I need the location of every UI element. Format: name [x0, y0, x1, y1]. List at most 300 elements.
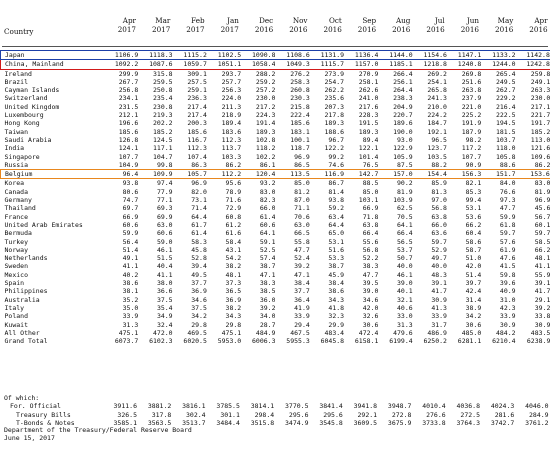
holding-value-cell: 104.7 [153, 152, 173, 161]
holding-value-cell: 105.7 [173, 170, 207, 179]
holding-value-cell: 31.7 [431, 320, 447, 329]
holding-value-cell: 90.9 [465, 160, 482, 169]
holding-value-cell: 97.4 [156, 179, 173, 188]
holding-value-cell: 124.1 [118, 144, 139, 153]
holding-value-cell: 74.7 [122, 196, 139, 205]
of-which-value: 3585.1 [113, 418, 137, 427]
holding-value-cell: 256.8 [118, 86, 139, 95]
of-which-value: 326.5 [117, 410, 137, 419]
holding-value-cell: 100.1 [290, 135, 310, 144]
holding-value-cell: 236.3 [187, 94, 207, 103]
of-which-value: 3545.8 [319, 418, 343, 427]
header-rule [2, 46, 548, 47]
holding-value-cell: 54.2 [225, 254, 242, 263]
holding-value-cell: 105.8 [495, 152, 516, 161]
holding-value-cell: 55.6 [362, 237, 379, 246]
holding-value-cell: 142.7 [344, 170, 378, 179]
year-label: 2016 [460, 25, 479, 34]
holding-value-cell: 47.7 [362, 270, 379, 279]
country-name: Bermuda [4, 229, 32, 238]
holding-value-cell: 82.3 [259, 196, 276, 205]
holding-value-cell: 55.9 [534, 270, 550, 279]
holding-value-cell: 1142.8 [516, 51, 550, 60]
holding-value-cell: 200.3 [187, 119, 207, 128]
of-which-value: 4010.4 [422, 402, 446, 411]
holding-value-cell: 299.9 [118, 69, 139, 78]
holding-value-cell: 33.9 [431, 312, 447, 321]
holding-value-cell: 258.3 [290, 77, 310, 86]
table-row [1, 60, 550, 69]
holding-value-cell: 66.5 [294, 229, 310, 238]
holding-value-cell: 61.4 [191, 229, 207, 238]
holding-value-cell: 66.9 [122, 212, 139, 221]
holding-value-cell: 49.1 [122, 254, 139, 263]
holding-value-cell: 250.8 [153, 86, 173, 95]
country-name: Australia [4, 295, 40, 304]
holding-value-cell: 228.3 [358, 111, 379, 120]
holding-value-cell: 217.4 [187, 102, 207, 111]
holding-value-cell: 122.9 [393, 144, 413, 153]
month-label: Apr [122, 16, 136, 25]
holding-value-cell: 80.6 [122, 187, 139, 196]
holding-value-cell: 47.7 [499, 204, 516, 213]
holding-value-cell: 1115.7 [310, 60, 344, 69]
holding-value-cell: 95.6 [225, 179, 242, 188]
holding-value-cell: 87.5 [397, 160, 413, 169]
holding-value-cell: 1087.6 [138, 60, 172, 69]
holding-value-cell: 230.0 [530, 94, 550, 103]
holding-value-cell: 222.5 [495, 111, 516, 120]
of-which-value: 3474.9 [285, 418, 309, 427]
holding-value-cell: 45.9 [328, 270, 345, 279]
holding-value-cell: 6006.3 [252, 337, 276, 346]
holding-value-cell: 34.6 [362, 295, 379, 304]
holding-value-cell: 1092.2 [104, 60, 138, 69]
table-row [1, 279, 550, 287]
of-which-value: 3609.5 [353, 418, 378, 427]
holding-value-cell: 38.5 [259, 287, 276, 296]
holding-value-cell: 58.6 [465, 237, 482, 246]
holding-value-cell: 29.4 [294, 320, 310, 329]
holding-value-cell: 71.4 [191, 204, 207, 213]
holding-value-cell: 6210.4 [492, 337, 516, 346]
holding-value-cell: 61.9 [499, 245, 516, 254]
holding-value-cell: 1218.8 [413, 60, 447, 69]
of-which-row [4, 411, 550, 419]
holding-value-cell: 42.3 [499, 303, 516, 312]
holding-value-cell: 220.7 [393, 111, 413, 120]
of-which-value: 3814.1 [250, 402, 275, 411]
holding-value-cell: 260.8 [290, 86, 310, 95]
holding-value-cell: 38.6 [122, 279, 139, 288]
source-note [4, 426, 192, 443]
holding-value-cell: 34.2 [191, 312, 207, 321]
holding-value-cell: 87.0 [294, 196, 310, 205]
holding-value-cell: 467.5 [290, 328, 310, 337]
holding-value-cell: 96.5 [431, 135, 447, 144]
holding-value-cell: 38.6 [328, 287, 345, 296]
holding-value-cell: 46.1 [397, 270, 413, 279]
of-which-value: 272.8 [391, 410, 412, 419]
holding-value-cell: 83.0 [534, 179, 550, 188]
holding-value-cell: 225.2 [461, 111, 482, 120]
holding-value-cell: 63.6 [431, 229, 447, 238]
holding-value-cell: 475.1 [118, 328, 139, 337]
of-which-value: 3675.9 [387, 418, 412, 427]
of-which-value: 3948.7 [387, 402, 412, 411]
of-which-label: For. Official [10, 402, 61, 411]
holding-value-cell: 51.4 [465, 270, 482, 279]
holding-value-cell: 48.3 [431, 270, 447, 279]
of-which-value: 295.6 [323, 410, 343, 419]
holding-value-cell: 99.8 [156, 160, 173, 169]
holding-value-cell: 262.6 [358, 86, 379, 95]
holding-value-cell: 189.4 [221, 119, 242, 128]
holding-value-cell: 29.8 [225, 320, 242, 329]
source-department: Department of the Treasury/Federal Reserve Board [4, 426, 192, 434]
holding-value-cell: 116.9 [310, 170, 344, 179]
holding-value-cell: 61.6 [225, 229, 242, 238]
holding-value-cell: 81.3 [431, 187, 447, 196]
of-which-value: 298.4 [254, 410, 275, 419]
table-row [1, 111, 550, 119]
holding-value-cell: 31.4 [465, 295, 482, 304]
holding-value-cell: 37.3 [225, 279, 242, 288]
holding-value-cell: 76.5 [362, 160, 379, 169]
holding-value-cell: 224.2 [427, 111, 447, 120]
country-name: Germany [4, 196, 32, 205]
holding-value-cell: 88.2 [431, 160, 447, 169]
holding-value-cell: 183.6 [221, 127, 242, 136]
holding-value-cell: 483.4 [324, 328, 345, 337]
holding-value-cell: 221.0 [461, 102, 482, 111]
holding-value-cell: 51.0 [465, 254, 482, 263]
holding-value-cell: 230.0 [255, 94, 276, 103]
holding-value-cell: 126.8 [118, 135, 139, 144]
holding-value-cell: 59.0 [156, 237, 173, 246]
table-row [1, 170, 550, 179]
holding-value-cell: 52.9 [431, 245, 447, 254]
holding-value-cell: 52.5 [259, 245, 276, 254]
country-name: All Other [4, 328, 40, 337]
holding-value-cell: 53.6 [465, 212, 482, 221]
holding-value-cell: 235.6 [324, 94, 345, 103]
holding-value-cell: 60.6 [156, 229, 173, 238]
table-row [1, 262, 550, 270]
of-which-value: 3733.8 [422, 418, 446, 427]
holding-value-cell: 1051.1 [207, 60, 241, 69]
holding-value-cell: 122.2 [324, 144, 345, 153]
holding-value-cell: 51.5 [156, 254, 173, 263]
holding-value-cell: 204.9 [393, 102, 413, 111]
source-date: June 15, 2017 [4, 434, 55, 443]
holdings-table [0, 50, 550, 345]
holding-value-cell: 103.7 [495, 135, 516, 144]
month-column-header [240, 16, 273, 34]
of-which-value: 3911.6 [113, 402, 137, 411]
holding-value-cell: 30.9 [431, 295, 447, 304]
of-which-value: 317.8 [151, 410, 172, 419]
holding-value-cell: 191.4 [255, 119, 276, 128]
table-row [1, 94, 550, 102]
holding-value-cell: 63.8 [362, 220, 379, 229]
year-label: 2017 [220, 25, 239, 34]
country-name: Hong Kong [4, 119, 40, 128]
holding-value-cell: 36.9 [225, 295, 242, 304]
holding-value-cell: 217.4 [187, 111, 207, 120]
holding-value-cell: 37.7 [191, 279, 207, 288]
country-name: Singapore [4, 152, 40, 161]
of-which-value: 276.6 [426, 410, 446, 419]
table-row [1, 204, 550, 212]
holding-value-cell: 81.9 [397, 187, 413, 196]
table-row [1, 136, 550, 144]
holding-value-cell: 32.3 [328, 312, 345, 321]
holding-value-cell: 221.7 [530, 111, 550, 120]
holding-value-cell: 273.9 [324, 69, 345, 78]
holding-value-cell: 41.7 [534, 287, 550, 296]
table-row [1, 128, 550, 136]
holding-value-cell: 185.2 [530, 127, 550, 136]
holding-value-cell: 217.6 [358, 102, 379, 111]
holding-value-cell: 31.3 [397, 320, 413, 329]
table-row [1, 144, 550, 152]
of-which-value: 281.6 [494, 410, 515, 419]
holding-value-cell: 48.1 [225, 270, 242, 279]
country-name: Italy [4, 303, 25, 312]
country-name: India [4, 144, 25, 153]
holding-value-cell: 38.7 [259, 262, 276, 271]
holding-value-cell: 29.8 [191, 320, 207, 329]
country-name: Spain [4, 279, 25, 288]
country-name: United Kingdom [4, 102, 60, 111]
holding-value-cell: 269.8 [461, 69, 482, 78]
holding-value-cell: 185.6 [118, 127, 139, 136]
holding-value-cell: 485.0 [461, 328, 482, 337]
month-label: Nov [292, 16, 308, 25]
holding-value-cell: 40.1 [397, 287, 413, 296]
holding-value-cell: 181.5 [495, 127, 516, 136]
month-label: Mar [155, 16, 171, 25]
holding-value-cell: 60.1 [534, 220, 550, 229]
country-name: Saudi Arabia [4, 135, 52, 144]
holding-value-cell: 35.2 [122, 295, 139, 304]
holding-value-cell: 486.9 [427, 328, 447, 337]
holding-value-cell: 39.6 [499, 279, 516, 288]
holding-value-cell: 1136.4 [344, 51, 378, 60]
country-name: Canada [4, 187, 28, 196]
holding-value-cell: 36.0 [259, 295, 276, 304]
holding-value-cell: 53.1 [465, 204, 482, 213]
holding-value-cell: 83.0 [259, 187, 276, 196]
of-which-value: 295.6 [288, 410, 309, 419]
holding-value-cell: 96.9 [534, 196, 550, 205]
holding-value-cell: 36.5 [225, 287, 242, 296]
holding-value-cell: 64.1 [397, 220, 413, 229]
holding-value-cell: 222.4 [290, 111, 310, 120]
holding-value-cell: 267.7 [118, 77, 139, 86]
holding-value-cell: 102.8 [255, 135, 276, 144]
table-row [1, 287, 550, 295]
holding-value-cell: 30.9 [499, 320, 516, 329]
holding-value-cell: 472.4 [358, 328, 379, 337]
of-which-label: Treasury Bills [16, 410, 71, 419]
holding-value-cell: 34.3 [225, 312, 242, 321]
holding-value-cell: 259.5 [153, 77, 173, 86]
holding-value-cell: 191.7 [530, 119, 550, 128]
holding-value-cell: 32.6 [362, 312, 379, 321]
holding-value-cell: 63.0 [156, 220, 173, 229]
holding-value-cell: 55.8 [294, 237, 310, 246]
holding-value-cell: 256.3 [221, 86, 242, 95]
table-row [1, 153, 550, 161]
holding-value-cell: 78.9 [225, 187, 242, 196]
table-row [1, 188, 550, 196]
holding-value-cell: 117.1 [153, 144, 173, 153]
holding-value-cell: 196.6 [118, 119, 139, 128]
month-column-header [206, 16, 239, 34]
country-name: Switzerland [4, 94, 48, 103]
holding-value-cell: 211.3 [221, 102, 242, 111]
holding-value-cell: 66.2 [534, 245, 550, 254]
holding-value-cell: 51.4 [122, 245, 139, 254]
holding-value-cell: 47.1 [259, 270, 276, 279]
holding-value-cell: 113.7 [221, 144, 242, 153]
country-name: Poland [4, 312, 28, 321]
holding-value-cell: 185.6 [187, 127, 207, 136]
holding-value-cell: 231.5 [118, 102, 139, 111]
holding-value-cell: 81.2 [294, 187, 310, 196]
holding-value-cell: 64.4 [328, 220, 345, 229]
holding-value-cell: 235.4 [153, 94, 173, 103]
holding-value-cell: 32.4 [156, 320, 173, 329]
month-label: Sep [362, 16, 377, 25]
holding-value-cell: 32.1 [397, 295, 413, 304]
holding-value-cell: 46.1 [156, 245, 173, 254]
holding-value-cell: 38.2 [225, 303, 242, 312]
holding-value-cell: 61.4 [259, 212, 276, 221]
holding-value-cell: 184.7 [427, 119, 447, 128]
holding-value-cell: 41.8 [328, 303, 345, 312]
holding-value-cell: 315.8 [153, 69, 173, 78]
holding-value-cell: 63.8 [431, 212, 447, 221]
holding-value-cell: 40.6 [397, 303, 413, 312]
year-label: 2016 [426, 25, 445, 34]
holding-value-cell: 41.5 [499, 262, 516, 271]
of-which-value: 4036.8 [456, 402, 480, 411]
year-label: 2017 [117, 25, 136, 34]
of-which-value: 3484.4 [216, 418, 240, 427]
table-row [1, 119, 550, 127]
holding-value-cell: 241.3 [427, 94, 447, 103]
holding-value-cell: 263.8 [461, 86, 482, 95]
holding-value-cell: 64.4 [191, 212, 207, 221]
holding-value-cell: 71.6 [225, 196, 242, 205]
month-label: Jul [434, 16, 445, 25]
holding-value-cell: 30.6 [465, 320, 482, 329]
country-name: Norway [4, 245, 28, 254]
country-name: United Arab Emirates [4, 220, 83, 229]
holding-value-cell: 217.8 [324, 111, 345, 120]
of-which-value: 3785.5 [216, 402, 240, 411]
holding-value-cell: 38.3 [259, 279, 276, 288]
holding-value-cell: 53.7 [397, 245, 413, 254]
holding-value-cell: 74.6 [328, 160, 345, 169]
holding-value-cell: 33.0 [397, 312, 413, 321]
table-row [1, 103, 550, 111]
holding-value-cell: 86.2 [534, 160, 550, 169]
holding-value-cell: 256.1 [393, 77, 413, 86]
of-which-value: 3764.3 [456, 418, 480, 427]
of-which-value: 301.1 [220, 410, 240, 419]
holding-value-cell: 484.2 [495, 328, 516, 337]
holding-value-cell: 118.7 [290, 144, 310, 153]
holding-value-cell: 31.0 [499, 295, 516, 304]
holding-value-cell: 45.6 [534, 204, 550, 213]
holding-value-cell: 1147.1 [447, 51, 481, 60]
holding-value-cell: 40.9 [499, 287, 516, 296]
holding-value-cell: 1144.0 [378, 51, 412, 60]
holding-value-cell: 38.7 [328, 262, 345, 271]
holding-value-cell: 69.3 [156, 204, 173, 213]
year-label: 2017 [186, 25, 205, 34]
table-row [1, 78, 550, 86]
country-name: Kuwait [4, 320, 28, 329]
holding-value-cell: 309.1 [187, 69, 207, 78]
holding-value-cell: 101.4 [358, 152, 379, 161]
holding-value-cell: 153.6 [516, 170, 550, 179]
holding-value-cell: 1059.7 [173, 60, 207, 69]
holding-value-cell: 1118.3 [138, 51, 172, 60]
holding-value-cell: 249.5 [495, 77, 516, 86]
holding-value-cell: 191.5 [358, 119, 379, 128]
holding-value-cell: 34.9 [156, 312, 173, 321]
table-row [1, 271, 550, 279]
year-label: 2016 [289, 25, 308, 34]
holding-value-cell: 1242.8 [516, 60, 550, 69]
holding-value-cell: 264.4 [393, 86, 413, 95]
holding-value-cell: 59.9 [122, 229, 139, 238]
holding-value-cell: 97.0 [431, 196, 447, 205]
of-which-section [4, 394, 550, 427]
holding-value-cell: 1154.6 [413, 51, 447, 60]
holding-value-cell: 47.6 [499, 254, 516, 263]
holding-value-cell: 66.4 [397, 229, 413, 238]
holding-value-cell: 5953.0 [217, 337, 242, 346]
holding-value-cell: 189.3 [324, 119, 345, 128]
holding-value-cell: 49.7 [431, 254, 447, 263]
holding-value-cell: 56.8 [362, 245, 379, 254]
holding-value-cell: 85.0 [362, 187, 379, 196]
holding-value-cell: 29.9 [328, 320, 345, 329]
holding-value-cell: 96.7 [328, 135, 345, 144]
holding-value-cell: 39.4 [191, 262, 207, 271]
of-which-value: 3513.7 [182, 418, 206, 427]
holding-value-cell: 109.9 [138, 170, 172, 179]
year-label: 2016 [495, 25, 514, 34]
month-label: Oct [328, 16, 342, 25]
country-column-header: Country [4, 27, 34, 36]
table-header [0, 8, 550, 48]
country-name: China, Mainland [1, 60, 105, 69]
holding-value-cell: 6020.5 [183, 337, 207, 346]
holding-value-cell: 6281.1 [457, 337, 482, 346]
holding-value-cell: 69.7 [122, 204, 139, 213]
holding-value-cell: 97.3 [499, 196, 516, 205]
holding-value-cell: 33.9 [499, 312, 516, 321]
holding-value-cell: 45.8 [191, 245, 207, 254]
country-name: Belgium [1, 170, 105, 179]
